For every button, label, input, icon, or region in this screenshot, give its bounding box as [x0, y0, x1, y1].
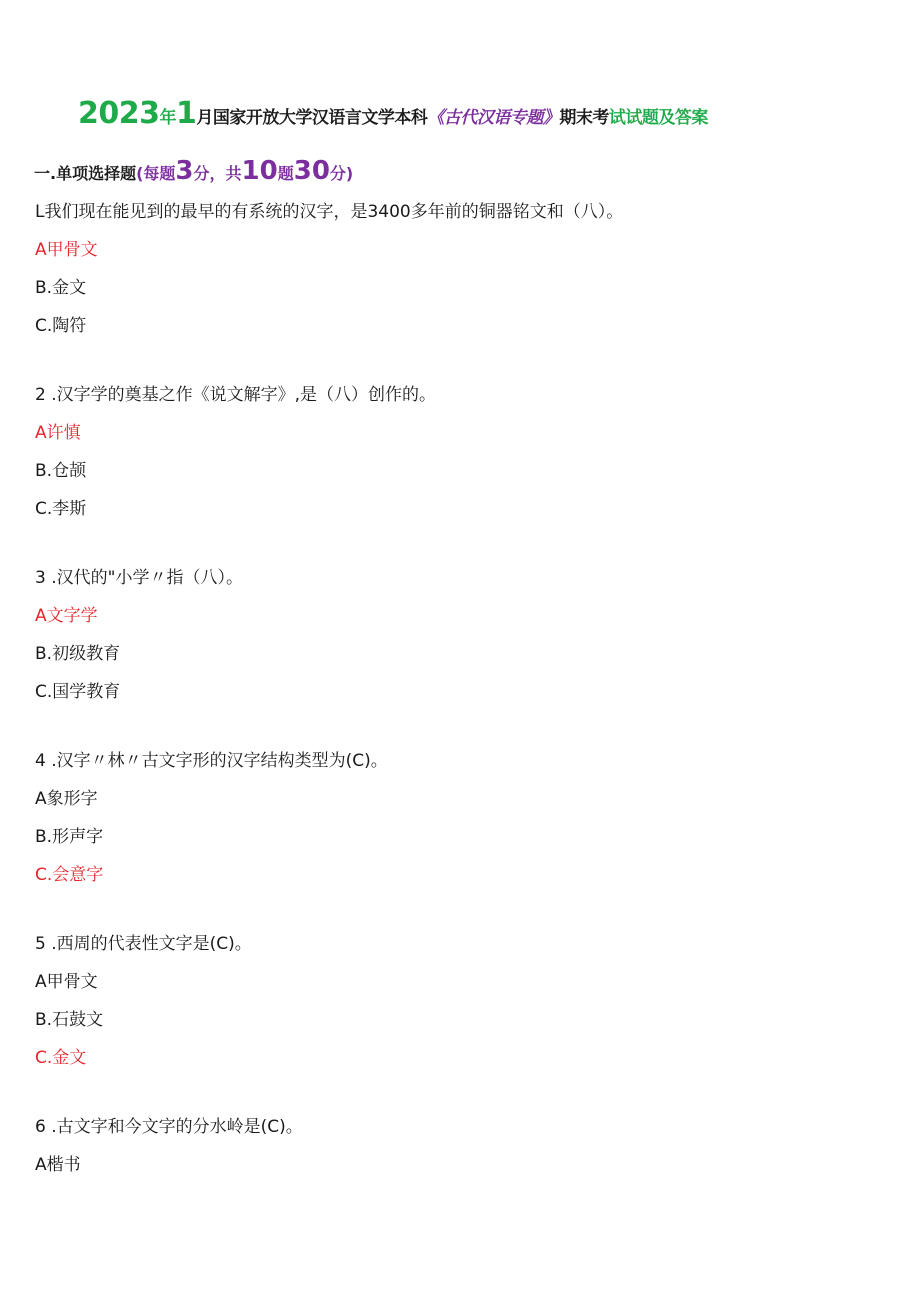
question-stem: 3 .汉代的"小学〃指（八）。	[35, 568, 243, 588]
section-paren-close: 分)	[329, 164, 354, 183]
question-item	[35, 1108, 895, 1291]
answer-option: C.李斯	[35, 499, 87, 519]
section-unit-sep: 分，共	[193, 164, 242, 183]
title-year: 2023	[78, 96, 160, 131]
answer-option: C.国学教育	[35, 682, 121, 702]
title-nian: 年	[159, 108, 176, 128]
answer-option-correct: A甲骨文	[35, 240, 98, 260]
question-item	[35, 559, 895, 742]
answer-option: A楷书	[35, 1155, 81, 1175]
answer-option: B.形声字	[35, 827, 104, 847]
title-end: 试试题及答案	[608, 108, 708, 128]
title-middle: 月国家开放大学汉语言文学本科	[196, 108, 428, 128]
answer-option: B.仓颉	[35, 461, 87, 481]
title-exam: 期末考	[559, 108, 609, 128]
title-course: 《古代汉语专题》	[427, 108, 560, 128]
section-label: 一.单项选择题	[34, 164, 137, 183]
section-score-each: 3	[175, 156, 194, 186]
section-paren-open: (每题	[136, 164, 176, 183]
question-stem: 6 .古文字和今文字的分水岭是(C)。	[35, 1117, 303, 1137]
question-item	[35, 193, 895, 376]
section-count: 10	[241, 156, 278, 186]
answer-option: A象形字	[35, 789, 98, 809]
answer-option: C.陶符	[35, 316, 87, 336]
answer-option-correct: A文字学	[35, 606, 98, 626]
answer-option: A甲骨文	[35, 972, 98, 992]
answer-option: B.初级教育	[35, 644, 121, 664]
question-list	[35, 193, 895, 1291]
answer-option: B.金文	[35, 278, 87, 298]
question-item	[35, 925, 895, 1108]
question-stem: 4 .汉字〃林〃古文字形的汉字结构类型为(C)。	[35, 751, 388, 771]
answer-option-correct: A许慎	[35, 423, 81, 443]
question-stem: 5 .西周的代表性文字是(C)。	[35, 934, 252, 954]
question-stem: 2 .汉字学的奠基之作《说文解字》,是（八）创作的。	[35, 385, 437, 405]
section-count-unit: 题	[277, 164, 294, 183]
title-month: 1	[176, 96, 197, 131]
section-heading	[34, 154, 353, 191]
section-total: 30	[293, 156, 330, 186]
answer-option: B.石鼓文	[35, 1010, 104, 1030]
answer-option-correct: C.会意字	[35, 865, 104, 885]
question-item	[35, 742, 895, 925]
question-item	[35, 376, 895, 559]
document-title	[78, 94, 798, 138]
question-stem: L我们现在能见到的最早的有系统的汉字，是3400多年前的铜器铭文和（八）。	[35, 202, 624, 222]
answer-option-correct: C.金文	[35, 1048, 87, 1068]
